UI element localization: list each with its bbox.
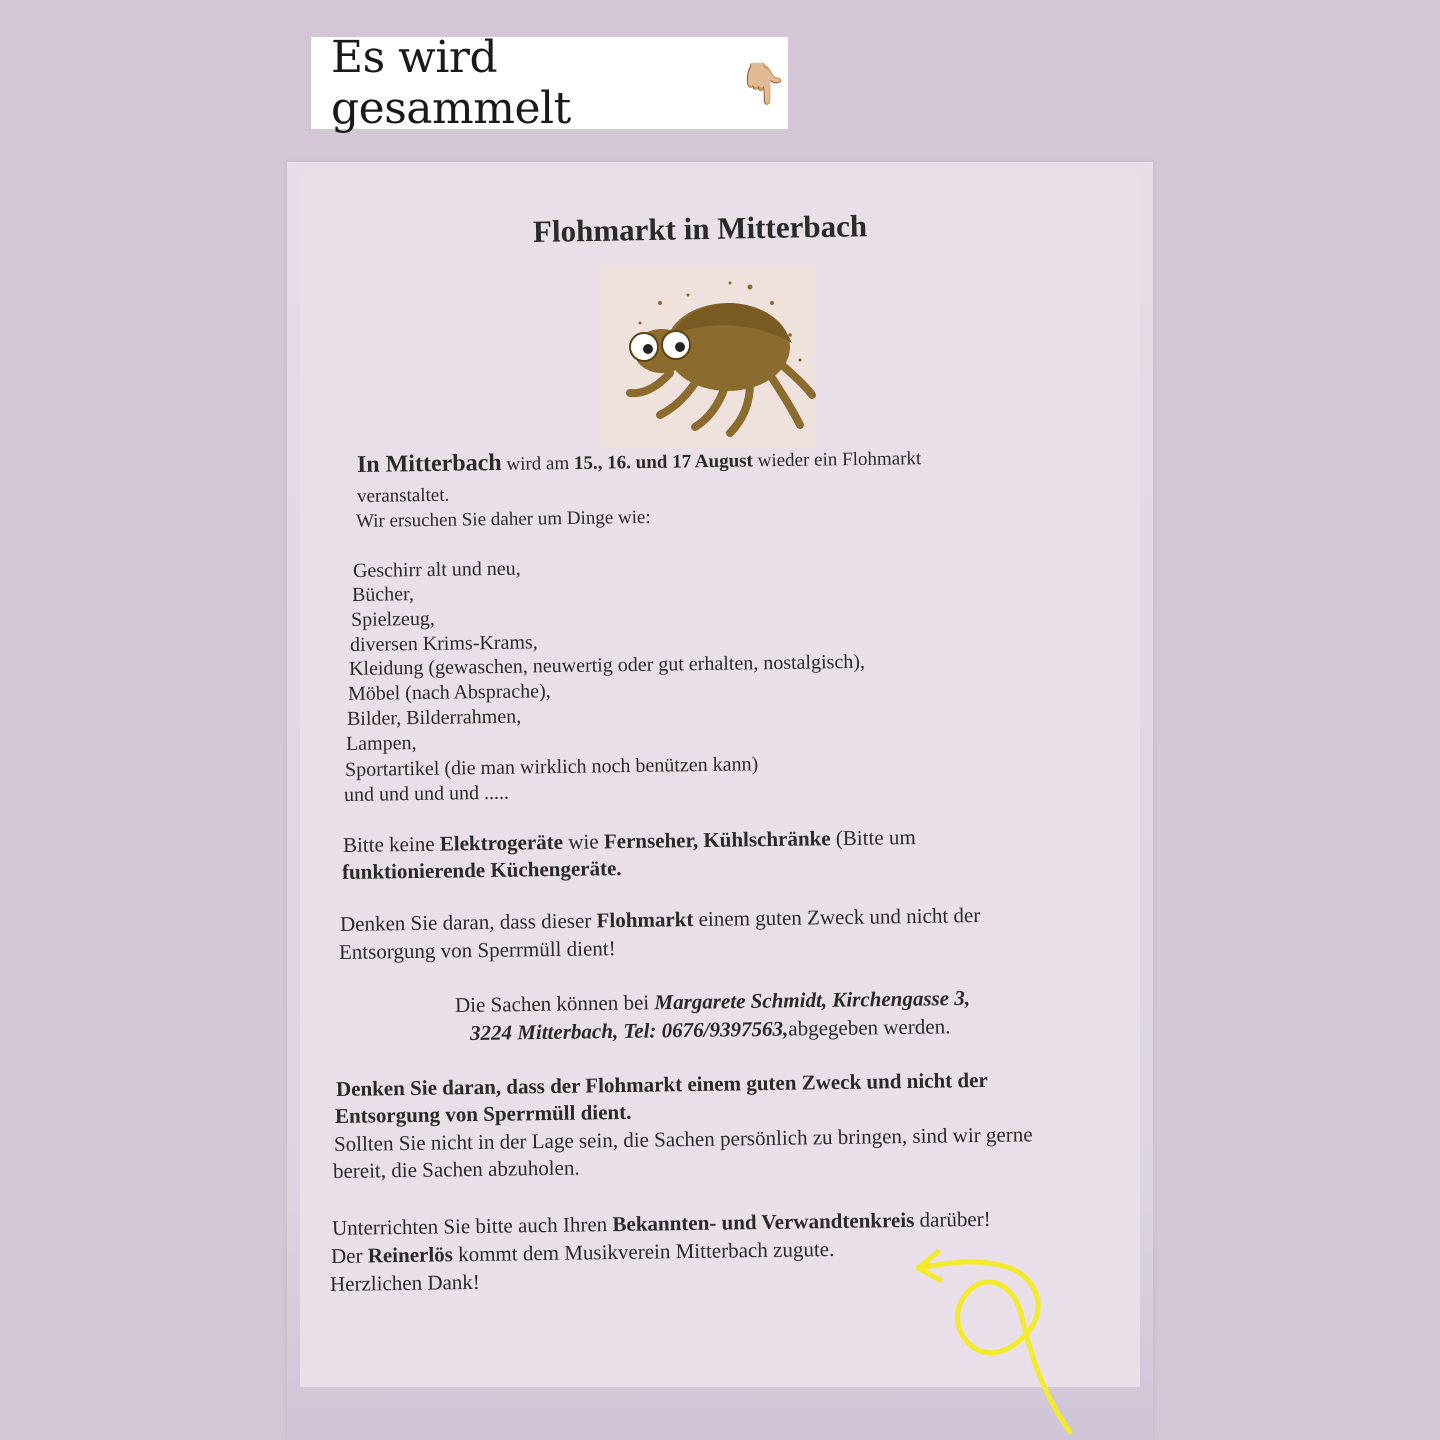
intro-line-2: veranstaltet. — [356, 484, 450, 507]
intro-post-dates: wieder ein Flohmarkt — [752, 448, 922, 472]
caption-text: Es wird gesammelt — [331, 32, 571, 134]
intro-line-3: Wir ersuchen Sie daher um Dinge wie: — [355, 506, 651, 532]
yellow-scribble-arrow-icon — [900, 1240, 1100, 1440]
remember2-b: Entsorgung von Sperrmüll dient. — [334, 1099, 632, 1128]
closing-b: Bekannten- und Verwandtenkreis — [612, 1207, 915, 1237]
dropoff-a: Die Sachen können bei — [454, 990, 655, 1017]
closing-f: kommt dem Musikverein Mitterbach zugute. — [452, 1236, 835, 1267]
closing-d: Der — [330, 1243, 368, 1268]
no-electro-b: Elektrogeräte — [439, 829, 564, 856]
remember1-a: Denken Sie daran, dass dieser — [339, 908, 597, 936]
intro-dates: 15., 16. und 17 August — [573, 450, 754, 474]
dropoff-c: 3224 Mitterbach, Tel: 0676/9397563, — [469, 1016, 789, 1045]
closing-a: Unterrichten Sie bitte auch Ihren — [331, 1212, 613, 1240]
flea-illustration — [600, 265, 816, 447]
no-electro-e: (Bitte um — [830, 825, 916, 851]
no-electro-d: Fernseher, Kühlschränke — [603, 826, 831, 854]
list-item: Bücher, — [351, 583, 415, 606]
flea-icon — [600, 265, 816, 447]
remember1-c: einem guten Zweck und nicht der — [693, 903, 981, 932]
list-item: Sportartikel (die man wirklich noch benützen kann) — [344, 753, 759, 781]
list-item: Spielzeug, — [350, 607, 436, 631]
list-item: und und und und ..... — [343, 781, 510, 806]
story-caption — [311, 32, 788, 134]
list-item: Geschirr alt und neu, — [352, 557, 521, 582]
remember1-line-2: Entsorgung von Sperrmüll dient! — [338, 936, 616, 964]
no-electro-a: Bitte keine — [342, 831, 440, 857]
list-item: diversen Krims-Krams, — [349, 631, 538, 656]
remember2-line-4: bereit, die Sachen abzuholen. — [332, 1155, 580, 1183]
list-item: Möbel (nach Absprache), — [347, 680, 551, 705]
remember1-b: Flohmarkt — [596, 907, 694, 933]
list-item: Kleidung (gewaschen, neuwertig oder gut erhalten, nostalgisch), — [348, 650, 866, 680]
no-electro-f: funktionierende Küchengeräte. — [341, 856, 622, 884]
list-item: Lampen, — [345, 732, 417, 755]
closing-c: darüber! — [914, 1206, 991, 1232]
flyer-title: Flohmarkt in Mitterbach — [532, 208, 868, 249]
pointing-down-hand-icon: 👇🏼 — [738, 60, 788, 106]
remember2-a: Denken Sie daran, dass der Flohmarkt einem guten Zweck und nicht der — [335, 1067, 988, 1101]
intro-pre-dates: wird am — [501, 452, 575, 475]
list-item: Bilder, Bilderrahmen, — [346, 705, 522, 730]
dropoff-d: abgegeben werden. — [788, 1014, 951, 1041]
closing-line-3: Herzlichen Dank! — [329, 1269, 480, 1296]
intro-place: In Mitterbach — [356, 449, 502, 478]
closing-e: Reinerlös — [367, 1242, 454, 1268]
remember2-line-2 — [335, 1100, 632, 1129]
remember2-line-3: Sollten Sie nicht in der Lage sein, die Sachen persönlich zu bringen, sind wir gerne — [333, 1122, 1033, 1156]
dropoff-b: Margarete Schmidt, Kirchengasse 3, — [654, 985, 971, 1015]
no-electro-c: wie — [562, 829, 605, 854]
no-electro-line-2 — [342, 856, 622, 885]
